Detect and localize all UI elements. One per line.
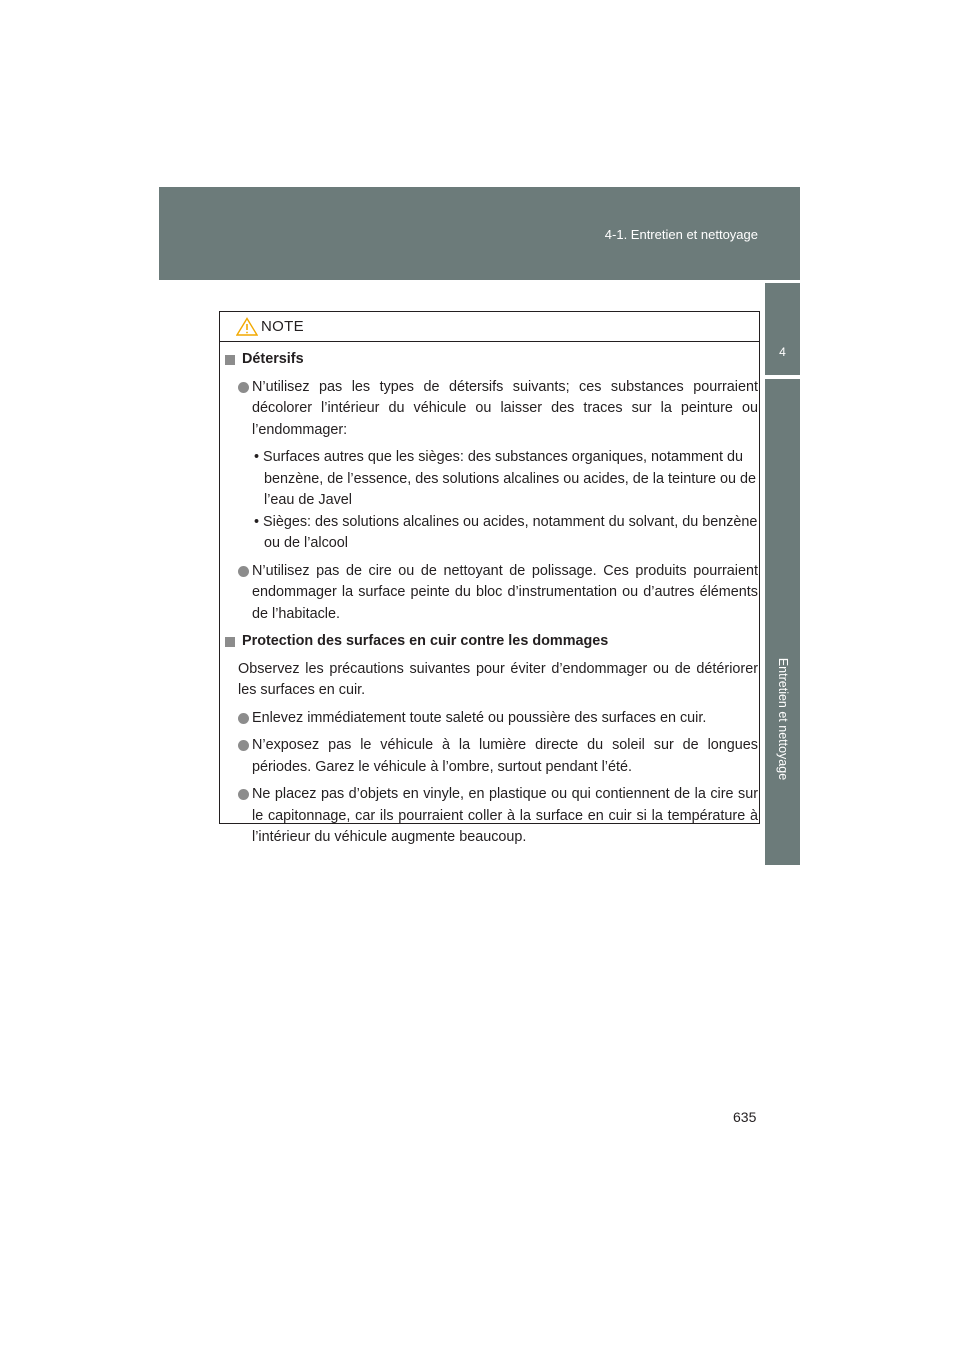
chapter-tab-label bbox=[765, 379, 800, 865]
note-header bbox=[220, 312, 759, 342]
section-title: 4-1. Entretien et nettoyage bbox=[604, 227, 758, 242]
list-item: N’utilisez pas les types de détersifs suivants; ces substances pourraient décolorer l’intérieur du véhicule ou laisser des traces sur la peinture ou l’endommager: bbox=[224, 377, 758, 442]
note-title: NOTE bbox=[261, 318, 304, 335]
round-bullet-icon bbox=[238, 382, 249, 393]
list-item: N’utilisez pas de cire ou de nettoyant de polissage. Ces produits pourraient endommager la surface peinte du bloc d’instrumentation ou d’autres éléments de l’habitacle. bbox=[224, 561, 758, 626]
chapter-header-band bbox=[159, 187, 800, 280]
page-number: 635 bbox=[733, 1109, 757, 1125]
section-heading-detersifs: Détersifs bbox=[224, 349, 758, 371]
square-bullet-icon bbox=[225, 355, 235, 365]
list-item: Enlevez immédiatement toute saleté ou poussière des surfaces en cuir. bbox=[224, 708, 758, 730]
round-bullet-icon bbox=[238, 789, 249, 800]
round-bullet-icon bbox=[238, 740, 249, 751]
chapter-number: 4 bbox=[779, 345, 786, 359]
sub-list bbox=[224, 447, 758, 555]
chapter-tab-number bbox=[765, 283, 800, 375]
round-bullet-icon bbox=[238, 566, 249, 577]
section-heading-cuir: Protection des surfaces en cuir contre les dommages bbox=[224, 631, 758, 653]
list-item: Ne placez pas d’objets en vinyle, en plastique ou qui contiennent de la cire sur le capitonnage, car ils pourraient coller à la surface en cuir si la température à l’intérieur du véhicule augmente beaucoup. bbox=[224, 784, 758, 849]
note-body bbox=[224, 349, 758, 855]
warning-triangle-icon bbox=[236, 317, 258, 336]
sub-item: • Surfaces autres que les sièges: des substances organiques, notamment du benzène, de l’essence, des solutions alcalines ou acides, de la teinture ou de l’eau de Javel bbox=[254, 449, 757, 508]
square-bullet-icon bbox=[225, 637, 235, 647]
round-bullet-icon bbox=[238, 713, 249, 724]
chapter-label: Entretien et nettoyage bbox=[775, 657, 790, 781]
sub-item: • Sièges: des solutions alcalines ou acides, notamment du solvant, du benzène ou de l’alcool bbox=[254, 513, 758, 551]
note-box bbox=[219, 311, 760, 845]
list-item: N’exposez pas le véhicule à la lumière directe du soleil sur de longues périodes. Garez le véhicule à l’ombre, surtout pendant l’été. bbox=[224, 735, 758, 778]
intro-paragraph: Observez les précautions suivantes pour éviter d’endommager ou de détériorer les surfaces en cuir. bbox=[238, 660, 758, 698]
